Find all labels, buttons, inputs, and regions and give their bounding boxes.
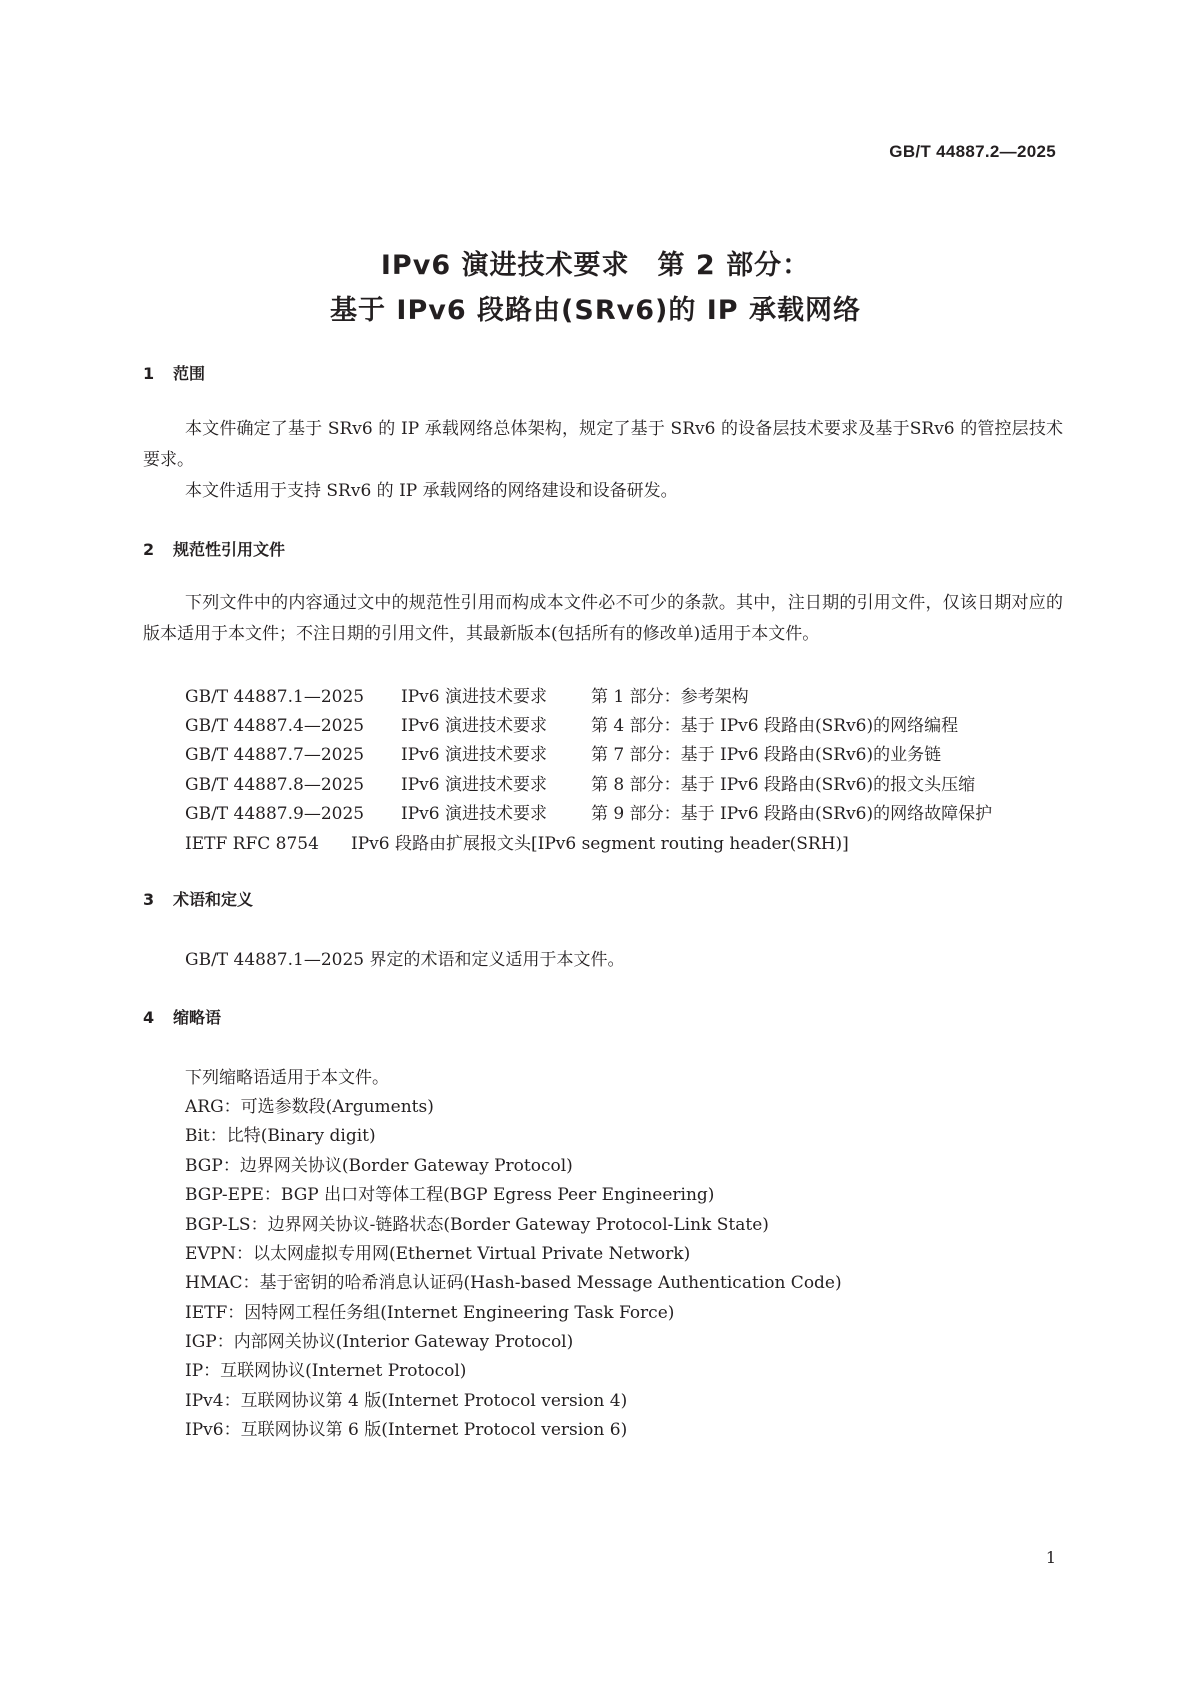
abbreviation-item: BGP-EPE：BGP 出口对等体工程(BGP Egress Peer Engineering) <box>185 1185 715 1205</box>
section-1-heading <box>143 361 205 384</box>
page-number: 1 <box>1045 1548 1056 1567</box>
reference-part: 第 9 部分：基于 IPv6 段路由(SRv6)的网络故障保护 <box>591 804 993 824</box>
section-4-heading <box>143 1005 221 1028</box>
section-3-heading <box>143 887 253 910</box>
reference-code: GB/T 44887.8—2025 <box>185 775 365 795</box>
reference-item <box>185 740 941 765</box>
section-title: 缩略语 <box>173 1008 222 1027</box>
abbreviation-item: HMAC：基于密钥的哈希消息认证码(Hash-based Message Authentication Code) <box>185 1273 842 1293</box>
abbreviation-item: BGP：边界网关协议(Border Gateway Protocol) <box>185 1156 573 1176</box>
abbreviation-item: Bit：比特(Binary digit) <box>185 1126 376 1146</box>
abbreviation-item: IGP：内部网关协议(Interior Gateway Protocol) <box>185 1332 574 1352</box>
standard-code: GB/T 44887.2—2025 <box>889 142 1056 161</box>
paragraph: 本文件适用于支持 SRv6 的 IP 承载网络的网络建设和设备研发。 <box>185 481 678 501</box>
reference-item <box>185 682 749 707</box>
reference-series: IPv6 演进技术要求 <box>401 687 547 707</box>
reference-item-rfc <box>185 829 849 854</box>
abbreviation-item: ARG：可选参数段(Arguments) <box>185 1097 434 1117</box>
reference-series: IPv6 演进技术要求 <box>401 716 547 736</box>
section-2-intro <box>143 588 1063 650</box>
section-number: 3 <box>143 890 155 909</box>
section-title: 术语和定义 <box>173 890 254 909</box>
reference-series: IPv6 演进技术要求 <box>401 775 547 795</box>
reference-code: GB/T 44887.7—2025 <box>185 745 365 765</box>
abbreviation-item: BGP-LS：边界网关协议-链路状态(Border Gateway Protocol-Link State) <box>185 1215 769 1235</box>
reference-part: 第 4 部分：基于 IPv6 段路由(SRv6)的网络编程 <box>591 716 959 736</box>
reference-code: IETF RFC 8754 <box>185 834 319 854</box>
abbreviation-item: IPv4：互联网协议第 4 版(Internet Protocol version 4) <box>185 1391 628 1411</box>
section-2-heading <box>143 537 285 560</box>
reference-part: 第 7 部分：基于 IPv6 段路由(SRv6)的业务链 <box>591 745 942 765</box>
document-title-line-2: 基于 IPv6 段路由(SRv6)的 IP 承载网络 <box>330 295 861 326</box>
reference-series: IPv6 演进技术要求 <box>401 745 547 765</box>
abbreviation-item: IPv6：互联网协议第 6 版(Internet Protocol version 6) <box>185 1420 628 1440</box>
paragraph: 本文件确定了基于 SRv6 的 IP 承载网络总体架构，规定了基于 SRv6 的设备层技术要求及基于SRv6 的管控层技术要求。 <box>143 419 1063 470</box>
reference-item <box>185 711 958 736</box>
abbreviation-item: EVPN：以太网虚拟专用网(Ethernet Virtual Private Network) <box>185 1244 691 1264</box>
section-number: 1 <box>143 364 155 383</box>
reference-code: GB/T 44887.9—2025 <box>185 804 365 824</box>
abbreviation-item: IETF：因特网工程任务组(Internet Engineering Task Force) <box>185 1303 675 1323</box>
abbreviations-intro: 下列缩略语适用于本文件。 <box>185 1068 389 1088</box>
section-1-body <box>143 414 1063 507</box>
section-number: 4 <box>143 1008 155 1027</box>
reference-code: GB/T 44887.1—2025 <box>185 687 365 707</box>
abbreviation-item: IP：互联网协议(Internet Protocol) <box>185 1361 467 1381</box>
document-title-line-1: IPv6 演进技术要求 第 2 部分： <box>380 250 811 281</box>
paragraph: 下列文件中的内容通过文中的规范性引用而构成本文件必不可少的条款。其中，注日期的引用文件，仅该日期对应的版本适用于本文件；不注日期的引用文件，其最新版本(包括所有的修改单)适用于本文件。 <box>143 593 1063 644</box>
reference-series: IPv6 演进技术要求 <box>401 804 547 824</box>
section-title: 范围 <box>173 364 206 383</box>
reference-part: 第 1 部分：参考架构 <box>591 687 749 707</box>
section-3-text: GB/T 44887.1—2025 界定的术语和定义适用于本文件。 <box>185 950 625 970</box>
reference-item <box>185 770 975 795</box>
reference-code: GB/T 44887.4—2025 <box>185 716 365 736</box>
section-number: 2 <box>143 540 155 559</box>
reference-title: IPv6 段路由扩展报文头[IPv6 segment routing header(SRH)] <box>351 834 849 854</box>
reference-part: 第 8 部分：基于 IPv6 段路由(SRv6)的报文头压缩 <box>591 775 976 795</box>
reference-item <box>185 799 992 824</box>
section-title: 规范性引用文件 <box>173 540 286 559</box>
